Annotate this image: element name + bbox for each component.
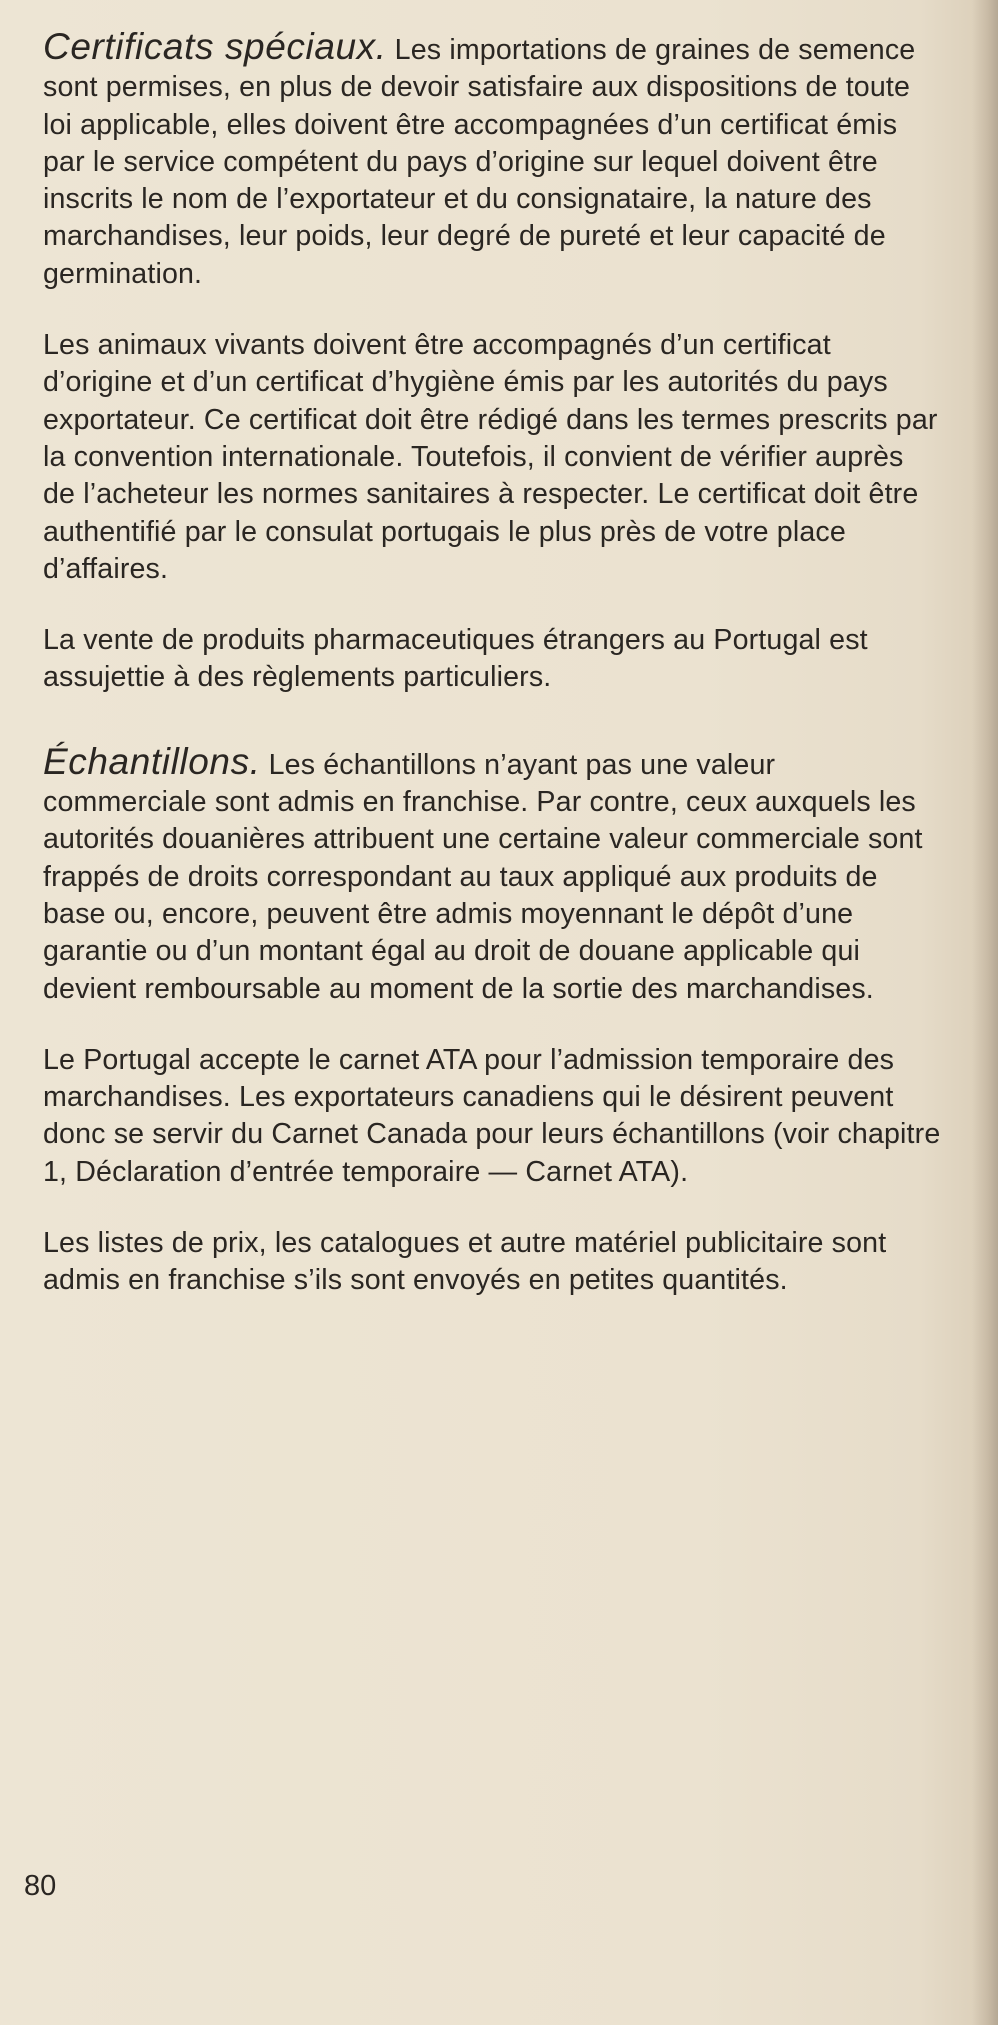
paragraph-animaux-vivants: Les animaux vivants doivent être accompagnés d’un certificat d’origine et d’un certificat d’hygiène émis par les autorités du pays exportateur. Ce certificat doit être rédigé dans les termes prescrits par la convention internationale. Toutefois, il convient de vérifier auprès de l’acheteur les normes sanitaires à respecter. Le certificat doit être authentifié par le consulat portugais le plus près de votre place d’affaires. xyxy=(43,329,938,585)
paragraph-carnet-ata: Le Portugal accepte le carnet ATA pour l’admission temporaire des marchandises. Les exportateurs canadiens qui le désirent peuvent donc se servir du Carnet Canada pour leurs échantillons (voir chapitre 1, Déclaration d’entrée temporaire — Carnet ATA). xyxy=(43,1043,941,1188)
paragraph-certificats-intro xyxy=(43,28,943,293)
paragraph-text: Les échantillons n’ayant pas une valeur commerciale sont admis en franchise. Par contre, ceux auxquels les autorités douanières attribuent une certaine valeur commerciale sont frappés de droits correspondant au taux appliqué aux produits de base ou, encore, peuvent être admis moyennant le dépôt d’une garantie ou d’un montant égal au droit de douane applicable qui devient remboursable au moment de la sortie des marchandises. xyxy=(43,748,923,1005)
paragraph-text: Les importations de graines de semence sont permises, en plus de devoir satisfaire aux dispositions de toute loi applicable, elles doivent être accompagnées d’un certificat émis par le service compétent du pays d’origine sur lequel doivent être inscrits le nom de l’exportateur et du consignataire, la nature des marchandises, leur poids, leur degré de pureté et leur capacité de germination. xyxy=(43,34,916,290)
paragraph-echantillons-intro xyxy=(43,740,943,1008)
page-edge-shadow xyxy=(972,0,998,2025)
page-content xyxy=(43,28,943,1300)
heading-echantillons: Échantillons. xyxy=(43,740,261,782)
paragraph-listes-de-prix: Les listes de prix, les catalogues et autre matériel publicitaire sont admis en franchise s’ils sont envoyés en petites quantités. xyxy=(43,1227,887,1297)
heading-certificats-speciaux: Certificats spéciaux. xyxy=(43,26,387,67)
page-number: 80 xyxy=(24,1870,57,1902)
paragraph-produits-pharmaceutiques: La vente de produits pharmaceutiques étrangers au Portugal est assujettie à des règlements particuliers. xyxy=(43,624,868,694)
